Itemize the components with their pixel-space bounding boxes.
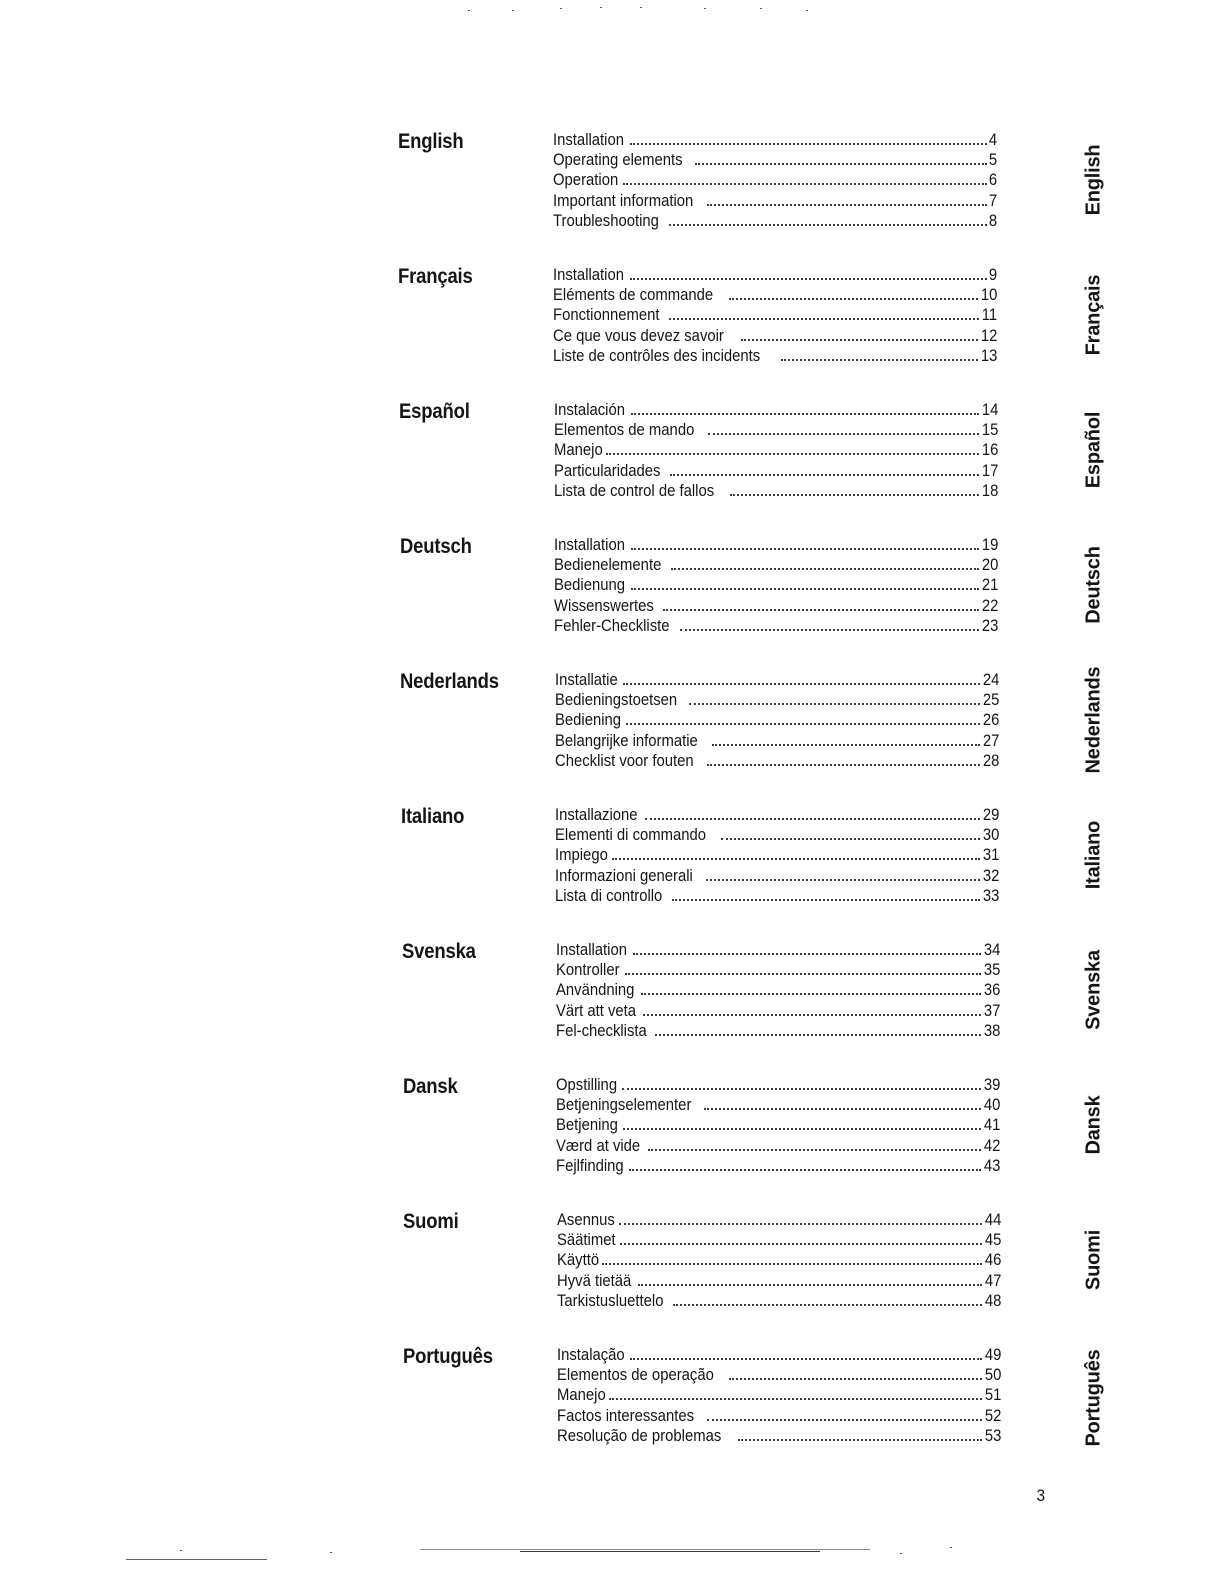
toc-entry[interactable] xyxy=(557,1271,1001,1291)
dot-leader xyxy=(670,474,978,476)
entry-title: Fehler-Checkliste xyxy=(554,616,670,635)
entry-title: Säätimet xyxy=(557,1231,616,1250)
dot-leader xyxy=(712,744,980,746)
toc-entry[interactable] xyxy=(555,731,999,751)
dot-leader xyxy=(630,1358,981,1360)
entry-list xyxy=(554,400,998,501)
entry-page: 5 xyxy=(988,151,997,170)
toc-entry[interactable] xyxy=(553,170,997,190)
entry-page: 4 xyxy=(988,131,997,149)
scan-speck xyxy=(950,1547,952,1548)
section-heading: Deutsch xyxy=(400,535,472,558)
entry-page: 17 xyxy=(981,461,998,480)
section-deutsch xyxy=(0,535,1224,645)
entry-title: Particularidades xyxy=(554,461,661,480)
entry-title: Lista de control de fallos xyxy=(554,481,715,500)
entry-title: Kontroller xyxy=(556,961,620,980)
entry-title: Bediening xyxy=(555,711,622,730)
entry-page: 31 xyxy=(982,846,999,865)
entry-title: Operating elements xyxy=(553,151,683,170)
entry-list xyxy=(554,535,998,636)
entry-title: Installation xyxy=(554,536,626,554)
entry-page: 50 xyxy=(984,1366,1001,1385)
dot-leader xyxy=(730,494,979,496)
section-heading: Svenska xyxy=(402,940,476,963)
side-tab-label: Deutsch xyxy=(1082,546,1105,624)
dot-leader xyxy=(638,1284,982,1286)
entry-page: 47 xyxy=(984,1271,1001,1290)
entry-page: 25 xyxy=(982,691,999,710)
toc-entry[interactable] xyxy=(556,1095,1000,1115)
entry-title: Tarkistusluettelo xyxy=(557,1291,664,1310)
entry-title: Manejo xyxy=(557,1386,606,1405)
scan-speck xyxy=(704,8,706,9)
entry-page: 16 xyxy=(981,441,998,460)
entry-page: 40 xyxy=(983,1096,1000,1115)
dot-leader xyxy=(669,224,987,226)
entry-title: Installatie xyxy=(555,671,618,689)
entry-page: 19 xyxy=(981,536,998,554)
toc-entry[interactable] xyxy=(553,265,997,285)
scan-speck xyxy=(640,7,642,8)
scan-speck xyxy=(900,1553,902,1554)
side-tab-label: Suomi xyxy=(1082,1229,1105,1291)
toc-entry[interactable] xyxy=(557,1291,1001,1311)
dot-leader xyxy=(672,899,979,901)
dot-leader xyxy=(612,858,980,860)
scan-speck xyxy=(180,1550,182,1551)
side-tab-label: Dansk xyxy=(1082,1095,1105,1155)
entry-page: 42 xyxy=(983,1136,1000,1155)
entry-title: Manejo xyxy=(554,441,603,460)
toc-entry[interactable] xyxy=(556,960,1000,980)
toc-entry[interactable] xyxy=(554,555,998,575)
dot-leader xyxy=(620,1243,982,1245)
entry-page: 14 xyxy=(981,401,998,419)
dot-leader xyxy=(606,453,979,455)
toc-entry[interactable] xyxy=(553,191,997,211)
dot-leader xyxy=(626,723,979,725)
entry-title: Checklist voor fouten xyxy=(555,751,694,770)
side-tab-label: Français xyxy=(1082,274,1105,356)
dot-leader xyxy=(648,1149,981,1151)
entry-title: Bedienelemente xyxy=(554,556,662,575)
section-suomi xyxy=(0,1210,1224,1320)
entry-title: Opstilling xyxy=(556,1076,618,1094)
entry-title: Betjening xyxy=(556,1116,618,1135)
dot-leader xyxy=(609,1398,982,1400)
dot-leader xyxy=(671,568,978,570)
entry-title: Installazione xyxy=(555,806,638,824)
scan-line xyxy=(420,1549,870,1550)
scan-speck xyxy=(468,10,470,11)
section-nederlands xyxy=(0,666,1224,780)
dot-leader xyxy=(706,879,979,881)
entry-list xyxy=(556,940,1000,1041)
scan-speck xyxy=(560,8,562,9)
entry-title: Lista di controllo xyxy=(555,886,663,905)
entry-page: 51 xyxy=(984,1386,1001,1405)
entry-page: 29 xyxy=(982,806,999,824)
section-portugues xyxy=(0,1345,1224,1455)
scan-line-blue xyxy=(126,1559,267,1560)
entry-page: 30 xyxy=(982,826,999,845)
toc-entry[interactable] xyxy=(553,326,997,346)
entry-list xyxy=(553,130,997,231)
entry-page: 15 xyxy=(981,421,998,440)
entry-title: Fejlfinding xyxy=(556,1156,624,1175)
toc-entry[interactable] xyxy=(557,1230,1001,1250)
toc-entry[interactable] xyxy=(556,1075,1000,1095)
section-italiano xyxy=(0,805,1224,915)
entry-page: 49 xyxy=(984,1346,1001,1364)
toc-entry[interactable] xyxy=(554,461,998,481)
entry-page: 48 xyxy=(984,1291,1001,1310)
toc-entry[interactable] xyxy=(554,481,998,501)
dot-leader xyxy=(689,703,980,705)
dot-leader xyxy=(619,1223,981,1225)
section-heading: Suomi xyxy=(403,1210,459,1233)
toc-entry[interactable] xyxy=(555,710,999,730)
dot-leader xyxy=(630,278,987,280)
dot-leader xyxy=(622,1088,981,1090)
entry-title: Belangrijke informatie xyxy=(555,731,698,750)
dot-leader xyxy=(708,433,979,435)
dot-leader xyxy=(625,973,981,975)
dot-leader xyxy=(643,1014,981,1016)
toc-entry[interactable] xyxy=(553,211,997,231)
dot-leader xyxy=(707,764,980,766)
toc-entry[interactable] xyxy=(553,285,997,305)
entry-page: 36 xyxy=(983,981,1000,1000)
entry-list xyxy=(555,670,999,771)
dot-leader xyxy=(673,1304,981,1306)
entry-page: 37 xyxy=(983,1001,1000,1020)
dot-leader xyxy=(707,204,987,206)
entry-page: 52 xyxy=(984,1406,1001,1425)
entry-page: 33 xyxy=(982,886,999,905)
dot-leader xyxy=(630,143,987,145)
toc-entry[interactable] xyxy=(555,805,999,825)
section-espanol xyxy=(0,400,1224,510)
entry-title: Impiego xyxy=(555,846,608,865)
dot-leader xyxy=(741,339,978,341)
page-number: 3 xyxy=(1036,1486,1045,1505)
entry-page: 21 xyxy=(981,576,998,595)
entry-title: Instalação xyxy=(557,1346,625,1364)
dot-leader xyxy=(629,1169,980,1171)
dot-leader xyxy=(655,1034,981,1036)
toc-entry[interactable] xyxy=(554,596,998,616)
toc-entry[interactable] xyxy=(556,1115,1000,1135)
side-tab-label: Svenska xyxy=(1082,950,1105,1030)
toc-entry[interactable] xyxy=(554,420,998,440)
entry-page: 39 xyxy=(983,1076,1000,1094)
entry-title: Bedieningstoetsen xyxy=(555,691,678,710)
dot-leader xyxy=(721,838,980,840)
entry-title: Hyvä tietää xyxy=(557,1271,632,1290)
toc-entry[interactable] xyxy=(553,150,997,170)
entry-page: 53 xyxy=(984,1426,1001,1445)
toc-entry[interactable] xyxy=(555,670,999,690)
entry-title: Troubleshooting xyxy=(553,211,659,230)
entry-list xyxy=(555,805,999,906)
entry-title: Instalación xyxy=(554,401,626,419)
dot-leader xyxy=(663,609,979,611)
toc-entry[interactable] xyxy=(555,690,999,710)
toc-entry[interactable] xyxy=(554,440,998,460)
entry-title: Käyttö xyxy=(557,1251,600,1270)
entry-title: Fel-checklista xyxy=(556,1021,647,1040)
scan-speck xyxy=(600,7,602,8)
entry-page: 38 xyxy=(983,1021,1000,1040)
entry-title: Installation xyxy=(553,131,625,149)
entry-title: Användning xyxy=(556,981,635,1000)
side-tab-label: Nederlands xyxy=(1082,666,1105,774)
section-heading: Italiano xyxy=(401,805,465,828)
toc-entry[interactable] xyxy=(557,1406,1001,1426)
entry-page: 20 xyxy=(981,556,998,575)
entry-page: 46 xyxy=(984,1251,1001,1270)
entry-title: Informazioni generali xyxy=(555,866,693,885)
entry-page: 34 xyxy=(983,941,1000,959)
entry-page: 44 xyxy=(984,1211,1001,1229)
entry-title: Installation xyxy=(556,941,628,959)
toc-entry[interactable] xyxy=(553,346,997,366)
entry-list xyxy=(557,1345,1001,1446)
toc-entry[interactable] xyxy=(554,575,998,595)
toc-entry[interactable] xyxy=(557,1210,1001,1230)
dot-leader xyxy=(729,1378,981,1380)
entry-title: Bedienung xyxy=(554,576,626,595)
section-francais xyxy=(0,265,1224,375)
toc-entry[interactable] xyxy=(556,1136,1000,1156)
entry-page: 27 xyxy=(982,731,999,750)
entry-page: 43 xyxy=(983,1156,1000,1175)
entry-title: Operation xyxy=(553,171,619,190)
section-svenska xyxy=(0,940,1224,1050)
entry-list xyxy=(557,1210,1001,1311)
scan-speck xyxy=(806,10,808,11)
dot-leader xyxy=(695,163,987,165)
dot-leader xyxy=(602,1263,982,1265)
section-english xyxy=(0,130,1224,240)
dot-leader xyxy=(781,359,977,361)
dot-leader xyxy=(738,1439,982,1441)
toc-entry[interactable] xyxy=(555,866,999,886)
entry-page: 18 xyxy=(981,481,998,500)
entry-title: Important information xyxy=(553,191,694,210)
section-heading: Português xyxy=(403,1345,493,1368)
entry-title: Värt att veta xyxy=(556,1001,637,1020)
entry-title: Elementi di commando xyxy=(555,826,707,845)
dot-leader xyxy=(631,413,979,415)
dot-leader xyxy=(631,588,979,590)
entry-title: Betjeningselementer xyxy=(556,1096,692,1115)
toc-entry[interactable] xyxy=(556,1021,1000,1041)
dot-leader xyxy=(669,318,979,320)
toc-entry[interactable] xyxy=(553,130,997,150)
section-heading: English xyxy=(398,130,464,153)
entry-page: 10 xyxy=(980,286,997,305)
entry-page: 13 xyxy=(980,346,997,365)
side-tab-label: Italiano xyxy=(1082,820,1105,890)
toc-entry[interactable] xyxy=(555,825,999,845)
toc-entry[interactable] xyxy=(556,1156,1000,1176)
section-heading: Français xyxy=(398,265,473,288)
entry-page: 12 xyxy=(980,326,997,345)
entry-page: 28 xyxy=(982,751,999,770)
toc-entry[interactable] xyxy=(555,886,999,906)
entry-title: Fonctionnement xyxy=(553,306,660,325)
entry-title: Ce que vous devez savoir xyxy=(553,326,724,345)
toc-entry[interactable] xyxy=(554,616,998,636)
entry-page: 22 xyxy=(981,596,998,615)
toc-entry[interactable] xyxy=(556,980,1000,1000)
entry-title: Resolução de problemas xyxy=(557,1426,722,1445)
side-tab-label: Português xyxy=(1082,1349,1105,1447)
dot-leader xyxy=(645,818,980,820)
entry-page: 8 xyxy=(988,211,997,230)
scan-speck xyxy=(760,8,762,9)
entry-title: Wissenswertes xyxy=(554,596,654,615)
entry-page: 35 xyxy=(983,961,1000,980)
entry-page: 11 xyxy=(981,306,997,325)
entry-page: 24 xyxy=(982,671,999,689)
section-heading: Español xyxy=(399,400,470,423)
toc-entry[interactable] xyxy=(557,1385,1001,1405)
entry-title: Factos interessantes xyxy=(557,1406,695,1425)
dot-leader xyxy=(631,548,979,550)
section-heading: Nederlands xyxy=(400,670,499,693)
entry-page: 26 xyxy=(982,711,999,730)
toc-entry[interactable] xyxy=(555,751,999,771)
toc-entry[interactable] xyxy=(557,1365,1001,1385)
entry-page: 6 xyxy=(988,171,997,190)
toc-entry[interactable] xyxy=(554,535,998,555)
section-heading: Dansk xyxy=(403,1075,458,1098)
entry-list xyxy=(556,1075,1000,1176)
entry-page: 23 xyxy=(981,616,998,635)
side-tab-label: Español xyxy=(1082,411,1105,489)
toc-entry[interactable] xyxy=(557,1345,1001,1365)
entry-page: 41 xyxy=(983,1116,1000,1135)
dot-leader xyxy=(633,953,981,955)
toc-entry[interactable] xyxy=(553,305,997,325)
scan-speck xyxy=(512,10,514,11)
dot-leader xyxy=(707,1419,981,1421)
dot-leader xyxy=(704,1108,980,1110)
entry-page: 9 xyxy=(988,266,997,284)
entry-title: Asennus xyxy=(557,1211,615,1229)
entry-title: Elementos de operação xyxy=(557,1366,714,1385)
dot-leader xyxy=(623,683,980,685)
toc-entry[interactable] xyxy=(554,400,998,420)
entry-title: Værd at vide xyxy=(556,1136,641,1155)
scan-line xyxy=(520,1551,820,1552)
entry-page: 7 xyxy=(988,191,997,210)
entry-title: Liste de contrôles des incidents xyxy=(553,346,761,365)
toc-entry[interactable] xyxy=(556,1001,1000,1021)
entry-page: 32 xyxy=(982,866,999,885)
scan-speck xyxy=(330,1552,332,1553)
dot-leader xyxy=(623,183,986,185)
dot-leader xyxy=(623,1128,981,1130)
entry-title: Eléments de commande xyxy=(553,286,714,305)
section-dansk xyxy=(0,1075,1224,1185)
entry-title: Installation xyxy=(553,266,625,284)
toc-entry[interactable] xyxy=(555,845,999,865)
toc-entry[interactable] xyxy=(557,1426,1001,1446)
entry-title: Elementos de mando xyxy=(554,421,695,440)
dot-leader xyxy=(680,629,978,631)
entry-list xyxy=(553,265,997,366)
side-tab-label: English xyxy=(1082,144,1105,216)
entry-page: 45 xyxy=(984,1231,1001,1250)
dot-leader xyxy=(729,298,978,300)
toc-entry[interactable] xyxy=(557,1250,1001,1270)
toc-entry[interactable] xyxy=(556,940,1000,960)
dot-leader xyxy=(641,993,980,995)
